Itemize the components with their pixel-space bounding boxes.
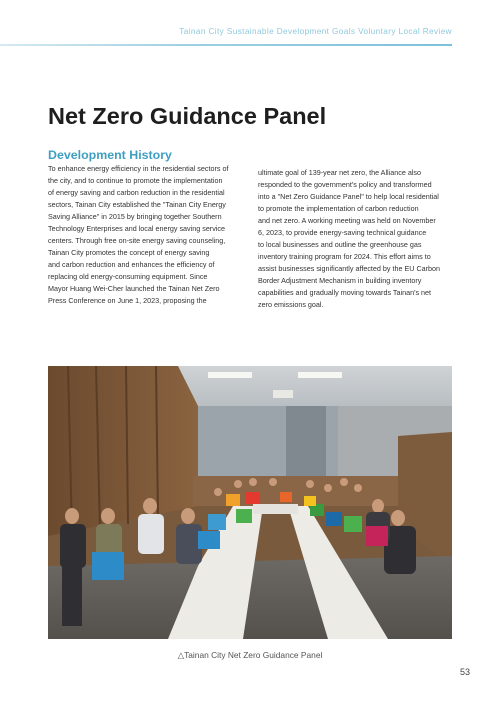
body-line: and carbon reduction and enhances the efficiency of	[48, 260, 215, 269]
body-line: Border Adjustment Mechanism in building inventory	[258, 276, 422, 285]
body-line: capabilities and gradually moving towards Tainan's net	[258, 288, 432, 297]
section-heading: Development History	[48, 148, 172, 162]
body-line: Mayor Huang Wei-Cher launched the Tainan Net Zero	[48, 284, 220, 293]
body-line: of energy saving and carbon reduction in the residential	[48, 188, 225, 197]
body-line: the city, and to continue to promote the implementation	[48, 176, 223, 185]
page-number: 53	[459, 667, 470, 677]
body-line: Saving Alliance" in 2015 by bringing together Southern	[48, 212, 222, 221]
body-line: and net zero. A working meeting was held on November	[258, 216, 436, 225]
body-line: Tainan City promotes the concept of energy saving	[48, 248, 210, 257]
group-photo	[48, 366, 452, 639]
body-line: Press Conference on June 1, 2023, proposing the	[48, 296, 207, 305]
body-line: to promote the implementation of carbon reduction	[258, 204, 419, 213]
body-line: into a "Net Zero Guidance Panel" to help local residential	[258, 192, 439, 201]
body-line: to local businesses and outline the greenhouse gas	[258, 240, 422, 249]
body-line: replacing old energy-consuming equipment. Since	[48, 272, 208, 281]
header-rule	[0, 44, 452, 46]
body-line: Technology Enterprises and local energy saving service	[48, 224, 225, 233]
body-line: centers. Through free on-site energy saving counseling,	[48, 236, 226, 245]
body-line: responded to the government's policy and transformed	[258, 180, 432, 189]
body-column-left	[48, 163, 246, 307]
running-header: Tainan City Sustainable Development Goals Voluntary Local Review	[179, 27, 452, 36]
photo-caption: △Tainan City Net Zero Guidance Panel	[177, 650, 323, 660]
body-line: ultimate goal of 139-year net zero, the Alliance also	[258, 168, 422, 177]
body-line: To enhance energy efficiency in the residential sectors of	[48, 164, 229, 173]
body-line: zero emissions goal.	[258, 300, 324, 309]
page-title: Net Zero Guidance Panel	[48, 103, 327, 129]
body-line: assist businesses significantly affected by the EU Carbon	[258, 264, 441, 273]
body-column-right	[258, 167, 454, 311]
body-line: sectors, Tainan City established the "Tainan City Energy	[48, 200, 226, 209]
body-line: inventory training program for 2024. This effort aims to	[258, 252, 431, 261]
body-line: 6, 2023, to provide energy-saving technical guidance	[258, 228, 427, 237]
